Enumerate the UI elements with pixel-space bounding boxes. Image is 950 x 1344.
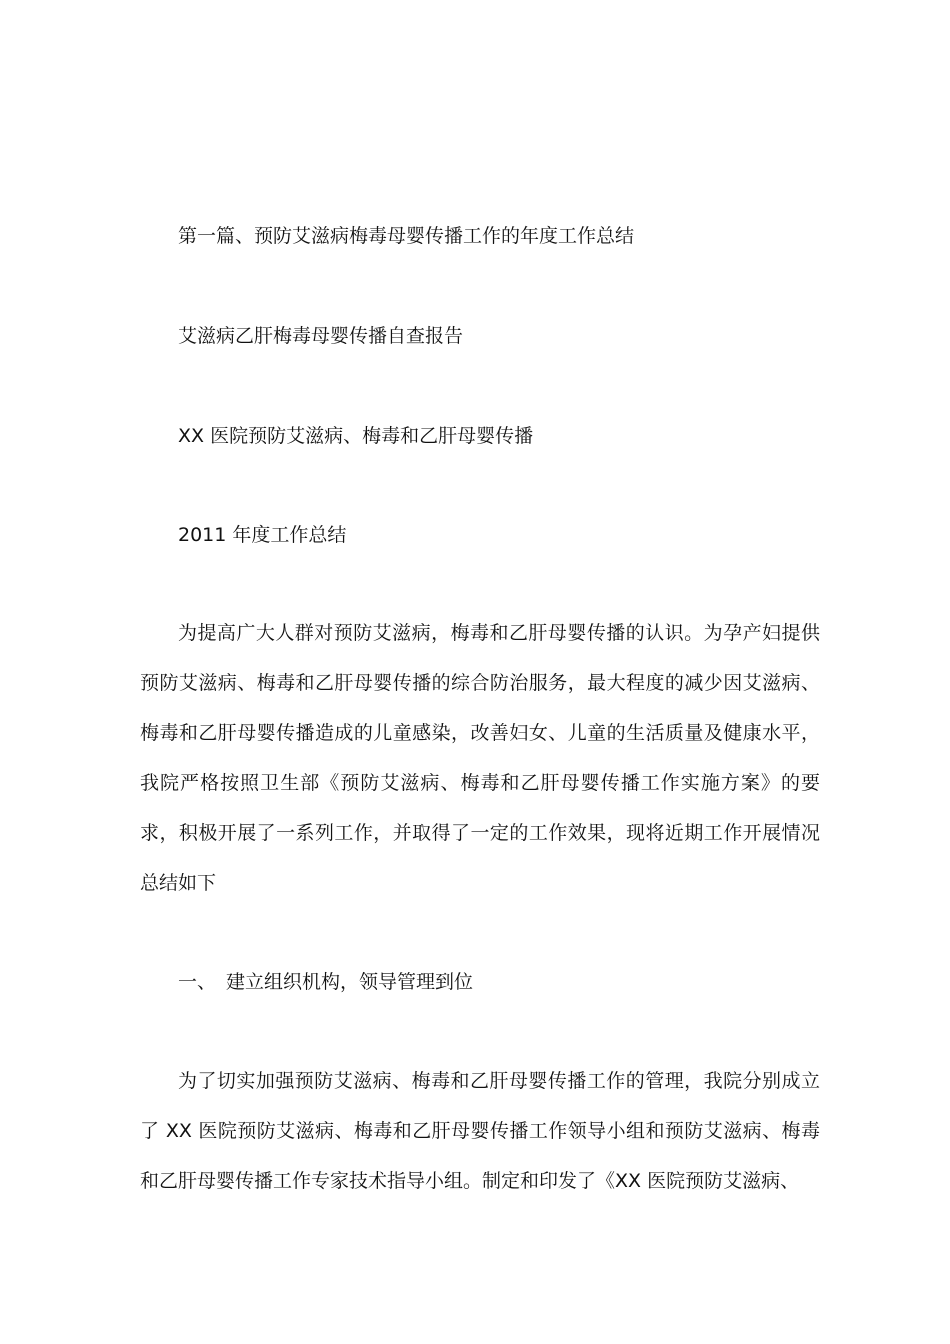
year-heading: 2011 年度工作总结 [178, 524, 347, 546]
section-heading-1 [178, 970, 473, 994]
section-1-paragraph: 为了切实加强预防艾滋病、梅毒和乙肝母婴传播工作的管理，我院分别成立了 XX 医院预防艾滋病、梅毒和乙肝母婴传播工作领导小组和预防艾滋病、梅毒和乙肝母婴传播工作专家技术指导小组。制定和印发了《XX 医院预防艾滋病、 [140, 1070, 820, 1192]
section-number: 一、 [178, 971, 217, 993]
document-subtitle: 艾滋病乙肝梅毒母婴传播自查报告 [178, 325, 464, 347]
document-title: 第一篇、预防艾滋病梅毒母婴传播工作的年度工作总结 [178, 225, 635, 247]
organization-heading: XX 医院预防艾滋病、梅毒和乙肝母婴传播 [178, 425, 534, 447]
intro-paragraph: 为提高广大人群对预防艾滋病，梅毒和乙肝母婴传播的认识。为孕产妇提供预防艾滋病、梅毒和乙肝母婴传播的综合防治服务，最大程度的减少因艾滋病、梅毒和乙肝母婴传播造成的儿童感染，改善妇女、儿童的生活质量及健康水平，我院严格按照卫生部《预防艾滋病、梅毒和乙肝母婴传播工作实施方案》的要求，积极开展了一系列工作，并取得了一定的工作效果，现将近期工作开展情况总结如下 [140, 622, 820, 894]
section-title: 建立组织机构，领导管理到位 [226, 971, 474, 993]
